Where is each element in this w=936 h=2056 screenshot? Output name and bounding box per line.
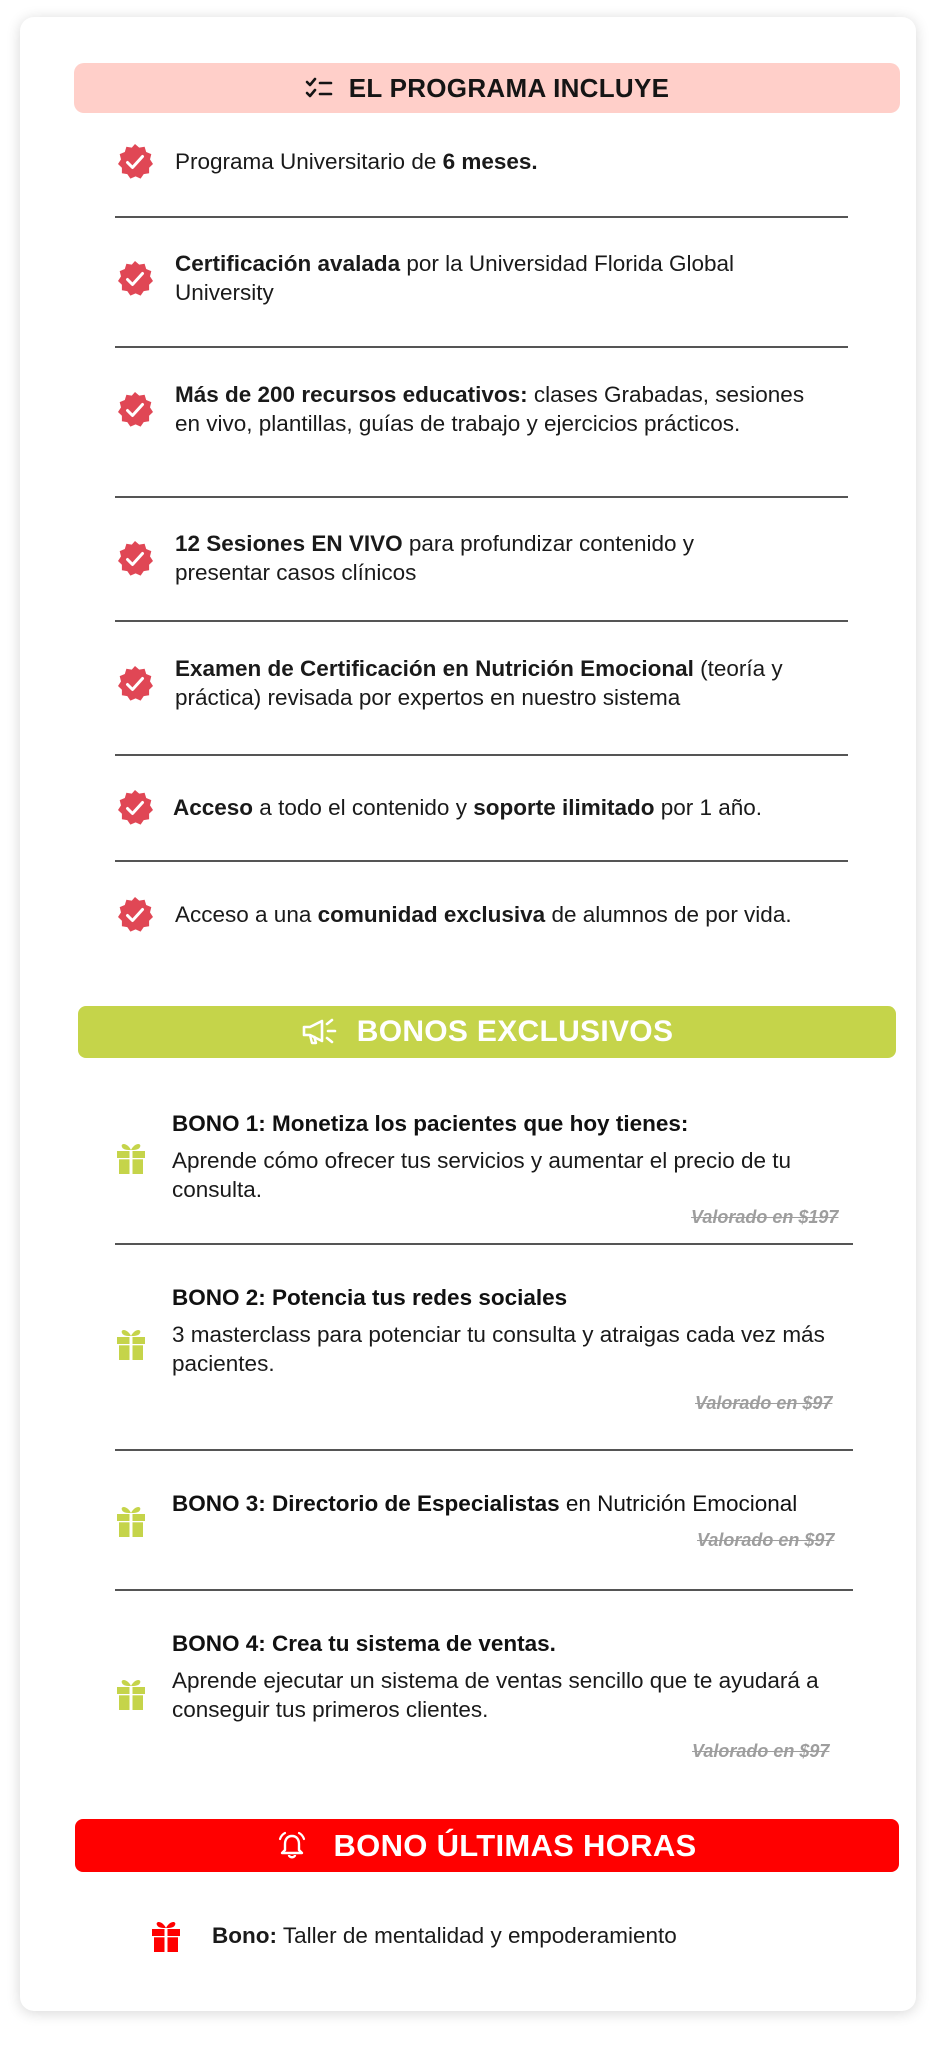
- check-badge-icon: [115, 142, 155, 182]
- bono-price: Valorado en $97: [695, 1393, 833, 1413]
- bono-title: BONO 2: Potencia tus redes sociales: [172, 1285, 568, 1310]
- programa-item-text: Acceso a una comunidad exclusiva de alumnos de por vida.: [175, 901, 792, 927]
- bono-item: [115, 1627, 860, 1767]
- alarm-bell-icon: [277, 1831, 307, 1861]
- divider: [115, 1589, 853, 1591]
- programa-item: [115, 655, 865, 712]
- ultimas-banner: [75, 1819, 899, 1872]
- bono-price: Valorado en $197: [691, 1207, 839, 1227]
- megaphone-icon: [301, 1017, 341, 1047]
- check-badge-icon: [115, 788, 155, 828]
- divider: [115, 754, 848, 756]
- gift-icon: [115, 1677, 147, 1711]
- gift-icon: [115, 1141, 147, 1175]
- bono-description: Aprende cómo ofrecer tus servicios y aumentar el precio de tu consulta.: [172, 1148, 792, 1202]
- divider: [115, 1449, 853, 1451]
- bono-title: BONO 1: Monetiza los pacientes que hoy tienes:: [172, 1111, 689, 1136]
- check-badge-icon: [115, 539, 155, 579]
- bono-description: 3 masterclass para potenciar tu consulta y atraigas cada vez más pacientes.: [172, 1322, 825, 1376]
- bono-item: [115, 1281, 860, 1411]
- programa-item: [115, 530, 865, 587]
- bono-item: [115, 1487, 860, 1557]
- programa-item-text: Certificación avalada por la Universidad Florida Global University: [175, 251, 735, 305]
- bono-title: BONO 3: Directorio de Especialistas en Nutrición Emocional: [172, 1491, 798, 1516]
- programa-item: [115, 250, 865, 307]
- bono-price: Valorado en $97: [697, 1530, 835, 1550]
- checklist-icon: [305, 77, 333, 99]
- ultimas-item: [150, 1919, 677, 1953]
- programa-item-text: Examen de Certificación en Nutrición Emocional (teoría y práctica) revisada por expertos en nuestro sistema: [175, 656, 783, 710]
- programa-banner: [74, 63, 900, 113]
- gift-icon: [115, 1504, 147, 1538]
- divider: [115, 860, 848, 862]
- programa-item-text: Programa Universitario de 6 meses.: [175, 148, 538, 174]
- check-badge-icon: [115, 390, 155, 430]
- programa-item: [115, 788, 865, 828]
- ultimas-item-text: Bono: Taller de mentalidad y empoderamiento: [212, 1923, 677, 1948]
- bonos-title: BONOS EXCLUSIVOS: [356, 1015, 674, 1048]
- divider: [115, 496, 848, 498]
- bono-price: Valorado en $97: [692, 1741, 830, 1761]
- divider: [115, 346, 848, 348]
- gift-icon: [115, 1327, 147, 1361]
- check-badge-icon: [115, 664, 155, 704]
- programa-item: [115, 895, 865, 935]
- bonos-banner: [78, 1006, 896, 1058]
- check-badge-icon: [115, 259, 155, 299]
- programa-item-text: 12 Sesiones EN VIVO para profundizar contenido y presentar casos clínicos: [175, 531, 695, 585]
- divider: [115, 216, 848, 218]
- programa-item-text: Acceso a todo el contenido y soporte ilimitado por 1 año.: [173, 794, 763, 820]
- programa-item: [115, 381, 865, 438]
- programa-item: [115, 142, 865, 182]
- bono-description: Aprende ejecutar un sistema de ventas sencillo que te ayudará a conseguir tus primeros clientes.: [172, 1668, 819, 1722]
- programa-item-text: Más de 200 recursos educativos: clases Grabadas, sesiones en vivo, plantillas, guías de trabajo y ejercicios prácticos.: [175, 382, 805, 436]
- program-card: [20, 17, 916, 2011]
- check-badge-icon: [115, 895, 155, 935]
- divider: [115, 1243, 853, 1245]
- divider: [115, 620, 848, 622]
- bono-title: BONO 4: Crea tu sistema de ventas.: [172, 1631, 556, 1656]
- ultimas-title: BONO ÚLTIMAS HORAS: [333, 1827, 697, 1863]
- bono-item: [115, 1107, 860, 1227]
- gift-icon: [150, 1919, 182, 1953]
- programa-title: EL PROGRAMA INCLUYE: [348, 72, 670, 103]
